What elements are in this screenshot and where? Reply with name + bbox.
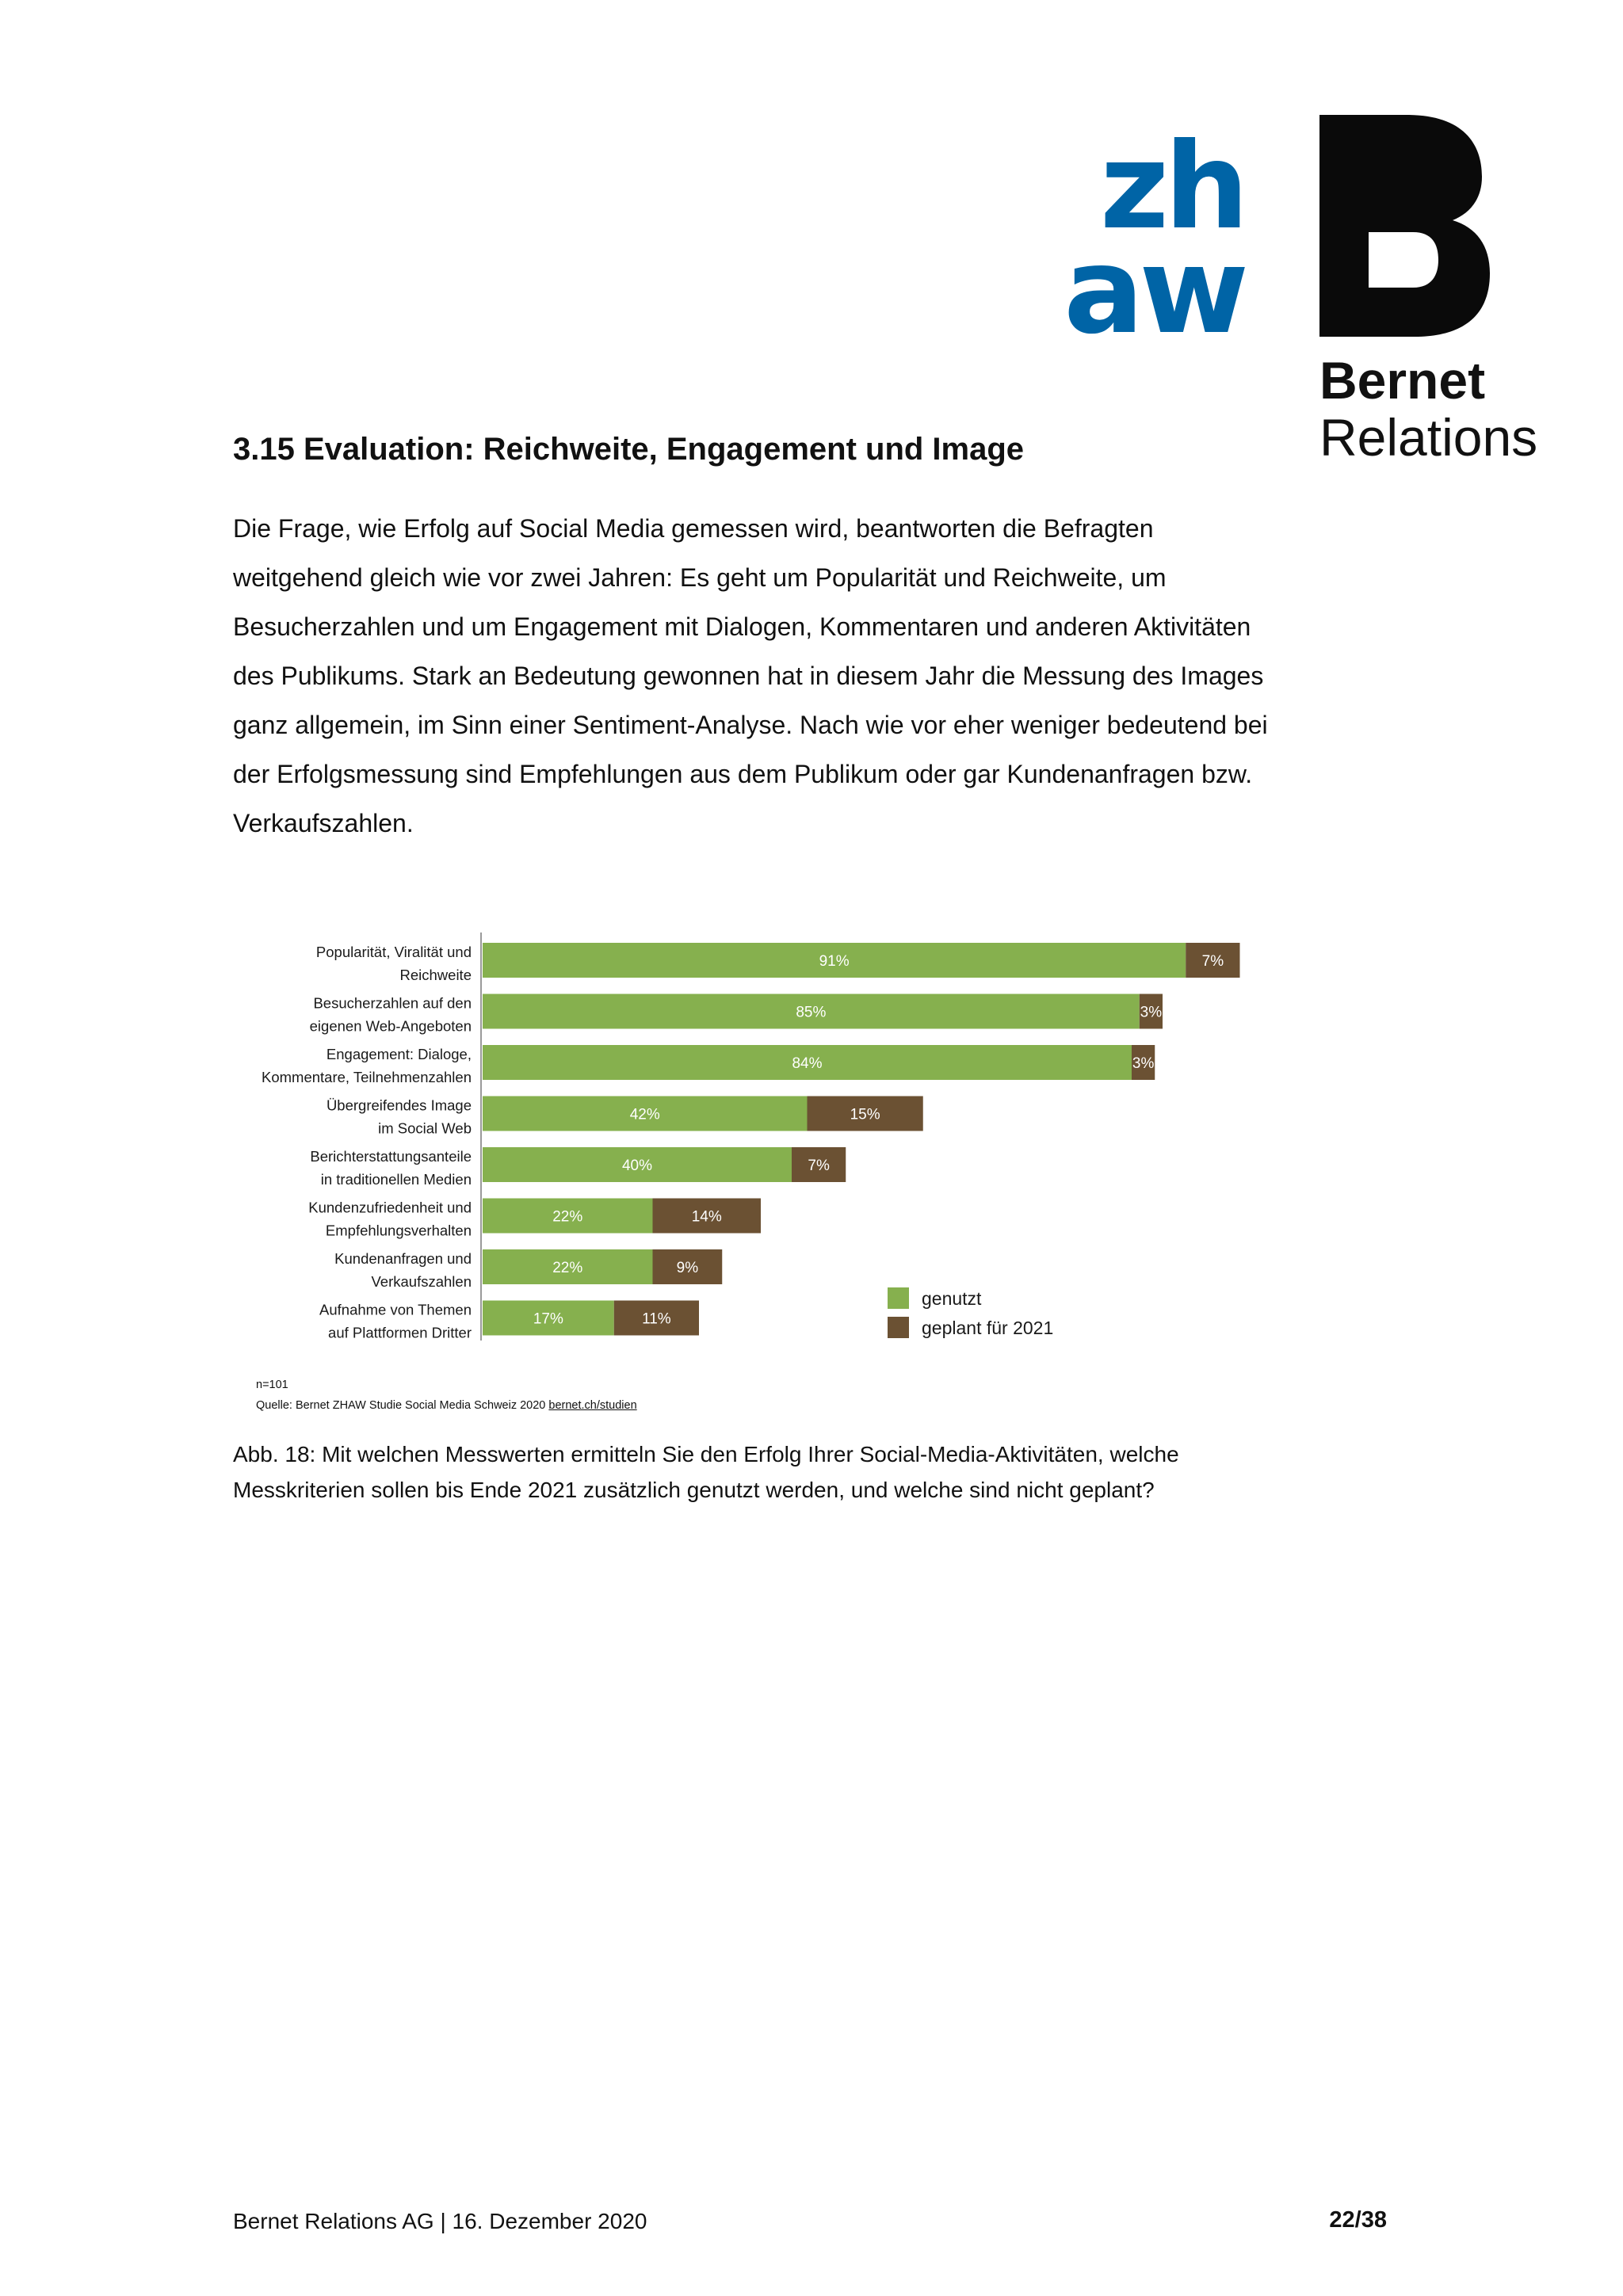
category-label: Übergreifendes Image im Social Web (326, 1097, 472, 1137)
legend-swatch (888, 1317, 909, 1338)
data-label: 9% (676, 1260, 699, 1276)
intro-paragraph: Die Frage, wie Erfolg auf Social Media gemessen wird, beantworten die Befragten weitgehend gleich wie vor zwei Jahren: Es geht um Popularität und Reichweite, um Besucherzahlen und um Engagement mit Dialogen, Kommentaren und anderen Aktivitäten des Publikums. Stark an Bedeutung gewonnen hat in diesem Jahr die Messung des Images ganz allgemein, im Sinn einer Sentiment-Analyse. Nach wie vor eher weniger bedeutend bei der Erfolgsmessung sind Empfehlungen aus dem Publikum oder gar Kundenanfragen bzw. Verkaufszahlen. (233, 514, 1268, 837)
bernet-b-logo-icon (1319, 115, 1490, 337)
data-label: 11% (642, 1310, 671, 1328)
data-label: 3% (1140, 1004, 1163, 1021)
category-label: Besucherzahlen auf den eigenen Web-Angeboten (309, 994, 472, 1035)
source-link[interactable]: bernet.ch/studien (548, 1399, 637, 1412)
relations-logo-word: Relations (1319, 408, 1538, 467)
source-note (256, 1399, 637, 1412)
data-label: 3% (1132, 1055, 1155, 1072)
zhaw-logo-line2: aw (1064, 223, 1244, 360)
legend-swatch (888, 1287, 909, 1309)
bernet-logo-word: Bernet (1319, 351, 1486, 410)
sample-size-note: n=101 (256, 1379, 288, 1391)
figure-caption: Abb. 18: Mit welchen Messwerten ermitteln Sie den Erfolg Ihrer Social-Media-Aktivitäten, welche Messkriterien sollen bis Ende 2021 zusätzlich genutzt werden, und welche sind nicht geplant? (233, 1442, 1179, 1502)
data-label: 7% (808, 1158, 830, 1174)
data-label: 7% (1201, 953, 1224, 970)
data-label: 84% (792, 1055, 823, 1072)
zhaw-logo-line1: zh (1099, 118, 1244, 256)
data-label: 85% (796, 1004, 827, 1021)
page-number: 22/38 (1329, 2207, 1387, 2233)
data-label: 14% (691, 1208, 722, 1226)
data-label: 42% (629, 1106, 660, 1123)
data-label: 22% (552, 1260, 583, 1276)
category-label: Kundenanfragen und Verkaufszahlen (334, 1250, 472, 1290)
category-label: Aufnahme von Themen auf Plattformen Dritter (319, 1301, 472, 1341)
data-label: 91% (819, 953, 850, 970)
category-label: Popularität, Viralität und Reichweite (315, 944, 472, 983)
category-label: Engagement: Dialoge, Kommentare, Teilnehmenzahlen (262, 1046, 472, 1085)
data-label: 15% (850, 1106, 880, 1123)
source-text: Quelle: Bernet ZHAW Studie Social Media Schweiz 2020 (256, 1399, 546, 1412)
zhaw-logo (1038, 118, 1244, 360)
legend-label: geplant für 2021 (922, 1318, 1054, 1338)
data-label: 40% (621, 1158, 653, 1174)
footer-company-date: Bernet Relations AG | 16. Dezember 2020 (233, 2209, 647, 2233)
data-label: 22% (552, 1208, 583, 1226)
stacked-bar-chart (230, 931, 1260, 1359)
data-label: 17% (533, 1310, 563, 1328)
category-label: Kundenzufriedenheit und Empfehlungsverhalten (308, 1199, 472, 1239)
chart-svg (230, 931, 1260, 1359)
category-label: Berichterstattungsanteile in traditionellen Medien (310, 1148, 472, 1188)
legend-label: genutzt (922, 1288, 982, 1309)
section-title: 3.15 Evaluation: Reichweite, Engagement und Image (233, 432, 1025, 467)
